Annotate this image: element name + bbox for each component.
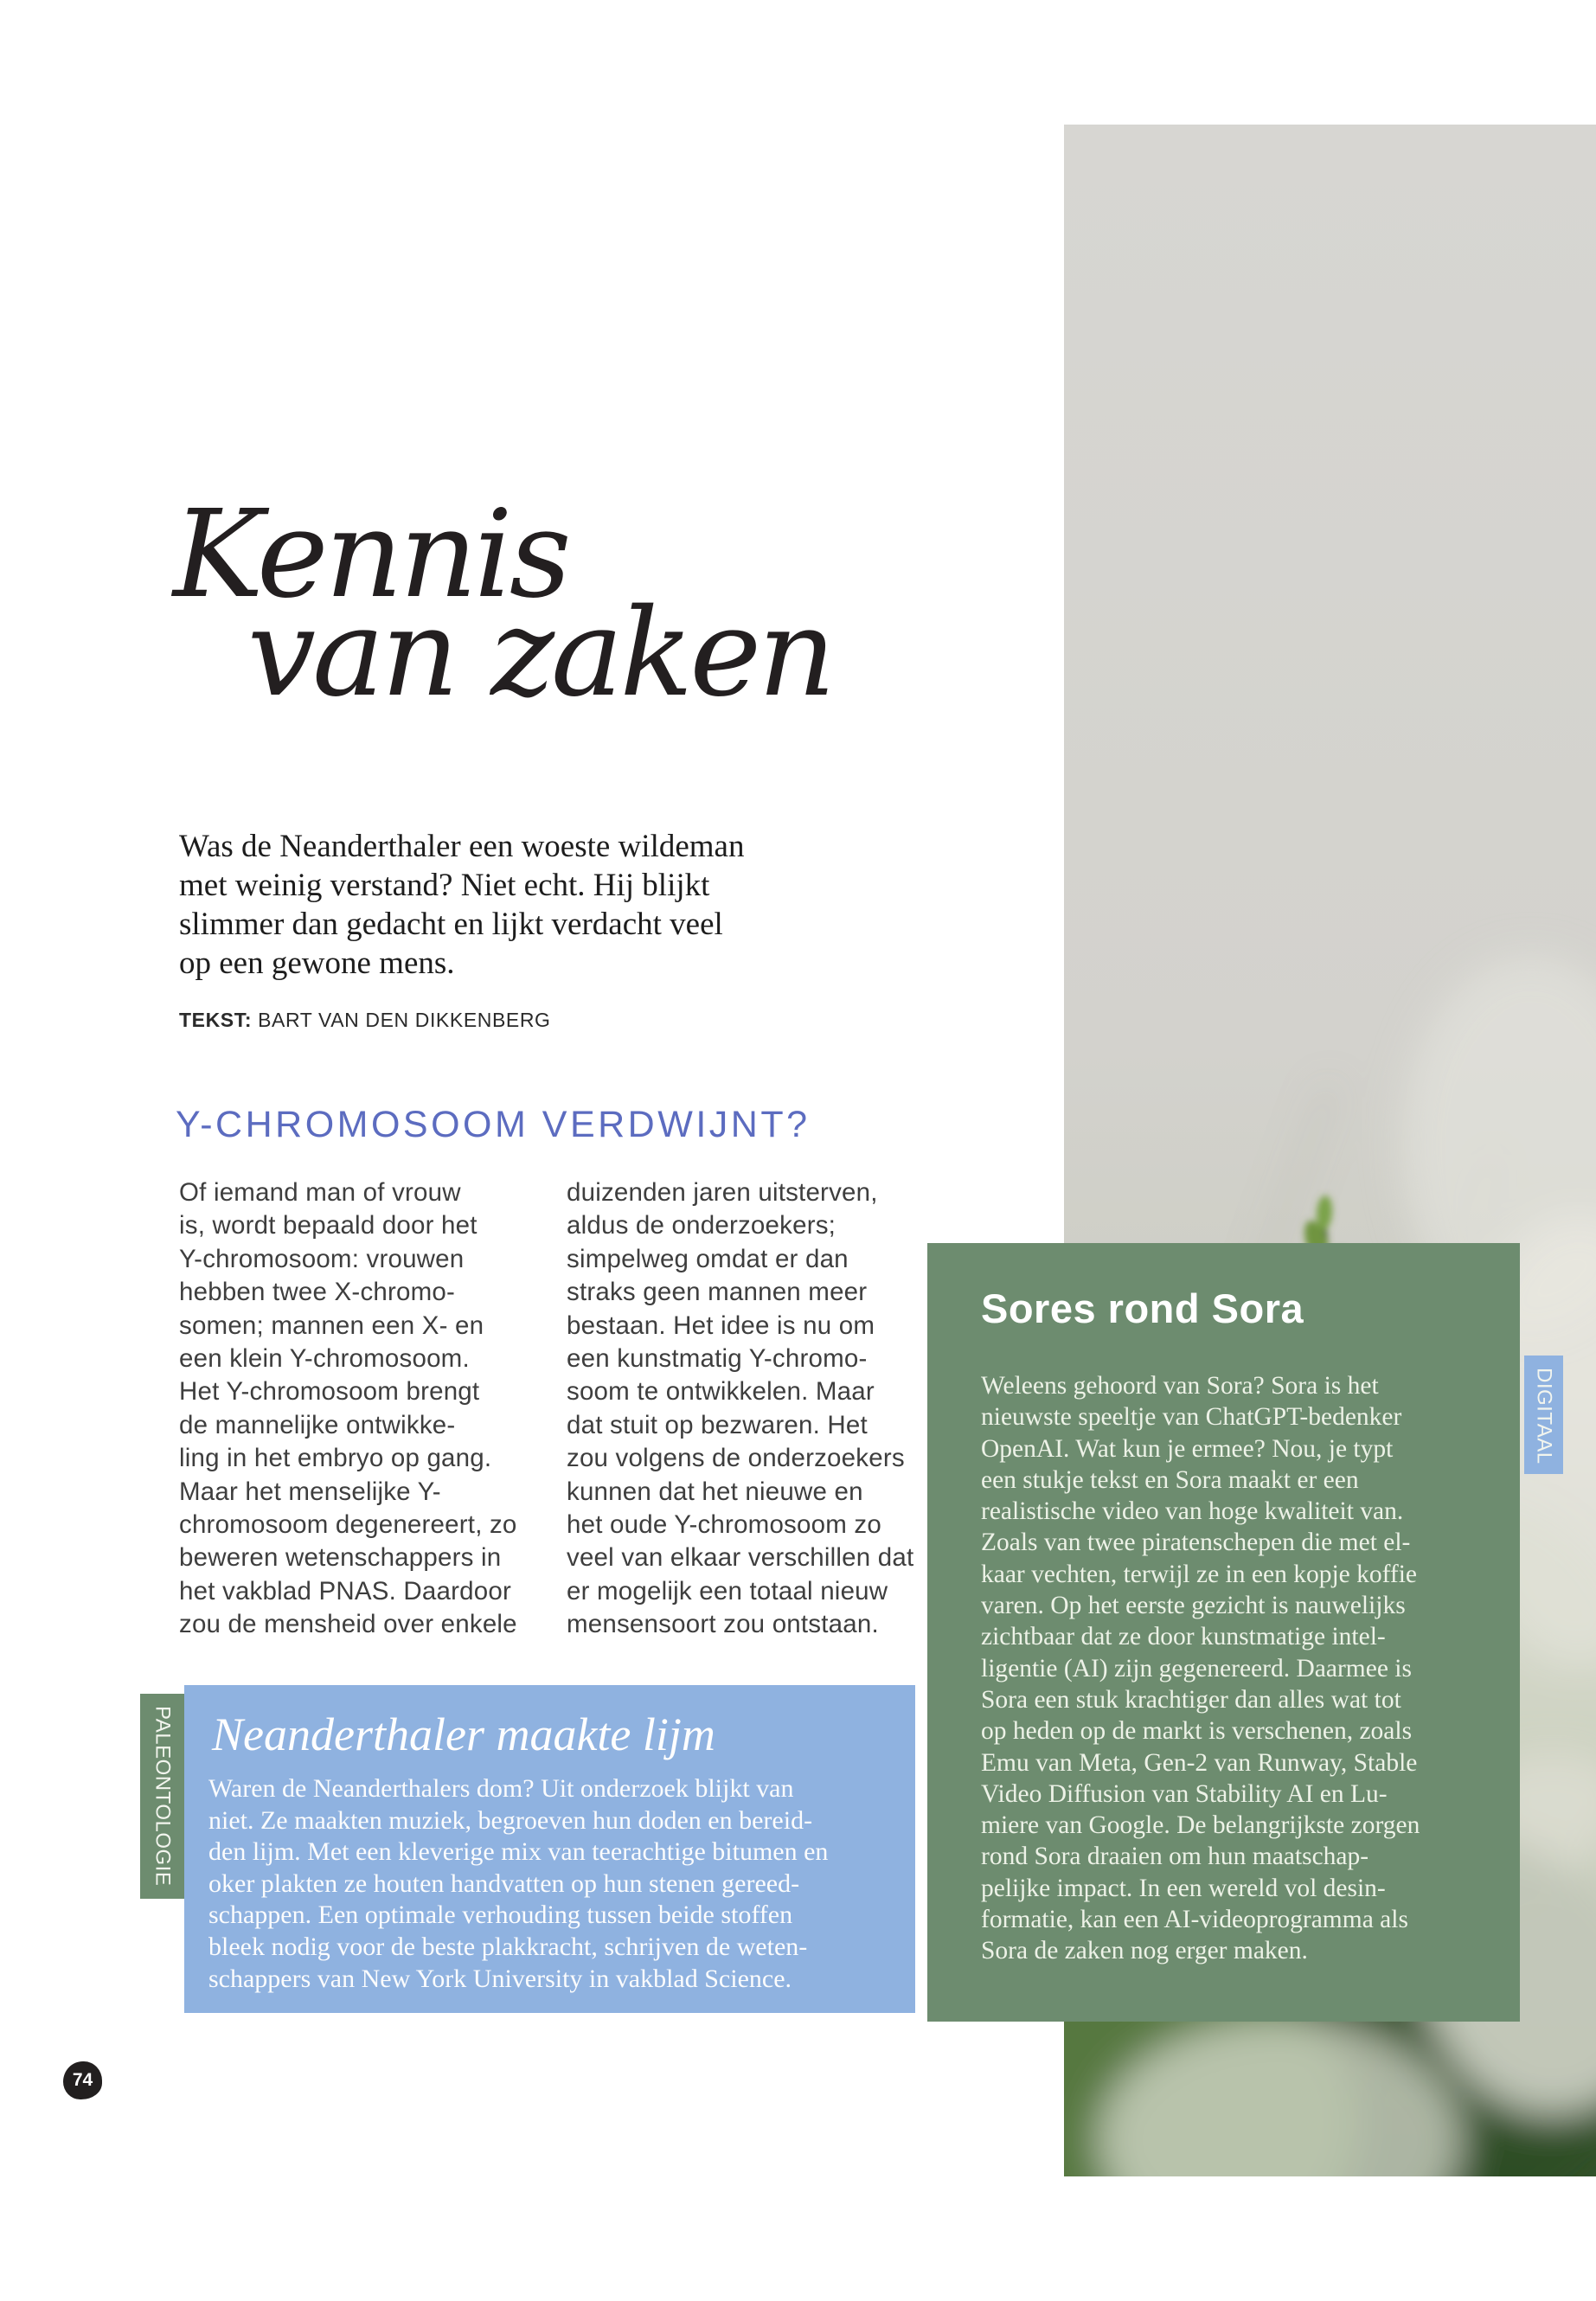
page-number-badge [63,2061,102,2099]
sidebar-box-blue [184,1685,915,2013]
category-tab-paleontologie-label: PALEONTOLOGIE [151,1706,175,1887]
category-tab-digitaal [1524,1356,1563,1474]
page-title-line2: van zaken [247,583,833,724]
byline [179,1009,551,1032]
page-title [173,484,833,724]
category-tab-digitaal-label: DIGITAAL [1532,1368,1556,1465]
category-tab-paleontologie [140,1694,184,1899]
sidebar-green-body: Weleens gehoord van Sora? Sora is het nieuwste speeltje van ChatGPT-bedenker OpenAI. Wat kun je ermee? Nou, je typt een stukje tekst en Sora maakt er een realistische video van hoge kwaliteit van. Zoals van twee piratenschepen die met el- kaar vechten, terwijl ze in een kopje koffie varen. Op het eerste gezicht is nauwelijks zichtbaar dat ze door kunstmatige intel- ligentie (AI) zijn gegenereerd. Daarmee is Sora een stuk krachtiger dan alles wat tot op heden op de markt is verschenen, zoals Emu van Meta, Gen-2 van Runway, Stable Video Diffusion van Stability AI en Lu- miere van Google. De belangrijkste zorgen rond Sora draaien om hun maatschap- pelijke impact. In een wereld vol desin- formatie, kan een AI-videoprogramma als Sora de zaken nog erger maken. [981,1372,1420,1965]
article-column-2: duizenden jaren uitsterven, aldus de onderzoekers; simpelweg omdat er dan straks geen mannen meer bestaan. Het idee is nu om een kunstmatig Y-chromo- soom te ontwikkelen. Maar dat stuit op bezwaren. Het zou volgens de onderzoekers kunnen dat het nieuwe en het oude Y-chromosoom zo veel van elkaar verschillen dat er mogelijk een totaal nieuw mensensoort zou ontstaan. [567,1178,914,1639]
byline-name: BART VAN DEN DIKKENBERG [258,1009,551,1031]
intro-paragraph: Was de Neanderthaler een woeste wildeman met weinig verstand? Niet echt. Hij blijkt slimmer dan gedacht en lijkt verdacht veel op een gewone mens. [179,829,745,981]
sidebar-box-green [927,1243,1520,2022]
byline-label: TEKST: [179,1009,253,1031]
section-heading: Y-CHROMOSOOM VERDWIJNT? [176,1104,811,1145]
sidebar-blue-body: Waren de Neanderthalers dom? Uit onderzoek blijkt van niet. Ze maakten muziek, begroeven hun doden en bereid- den lijm. Met een kleverige mix van teerachtige bitumen en oker plakten ze houten handvatten op hun stenen gereed- schappen. Een optimale verhouding tussen beide stoffen bleek nodig voor de beste plakkracht, schrijven de weten- schappers van New York University in vakblad Science. [208,1774,829,1993]
article-column-1: Of iemand man of vrouw is, wordt bepaald door het Y-chromosoom: vrouwen hebben twee X-chromo- somen; mannen een X- en een klein Y-chromosoom. Het Y-chromosoom brengt de mannelijke ontwikke- ling in het embryo op gang. Maar het menselijke Y- chromosoom degenereert, zo beweren wetenschappers in het vakblad PNAS. Daardoor zou de mensheid over enkele [179,1178,517,1639]
page-title-line1: Kennis [173,484,568,625]
sidebar-green-title: Sores rond Sora [981,1285,1304,1331]
sidebar-blue-title: Neanderthaler maakte lijm [212,1708,715,1760]
page-number: 74 [72,2070,93,2090]
